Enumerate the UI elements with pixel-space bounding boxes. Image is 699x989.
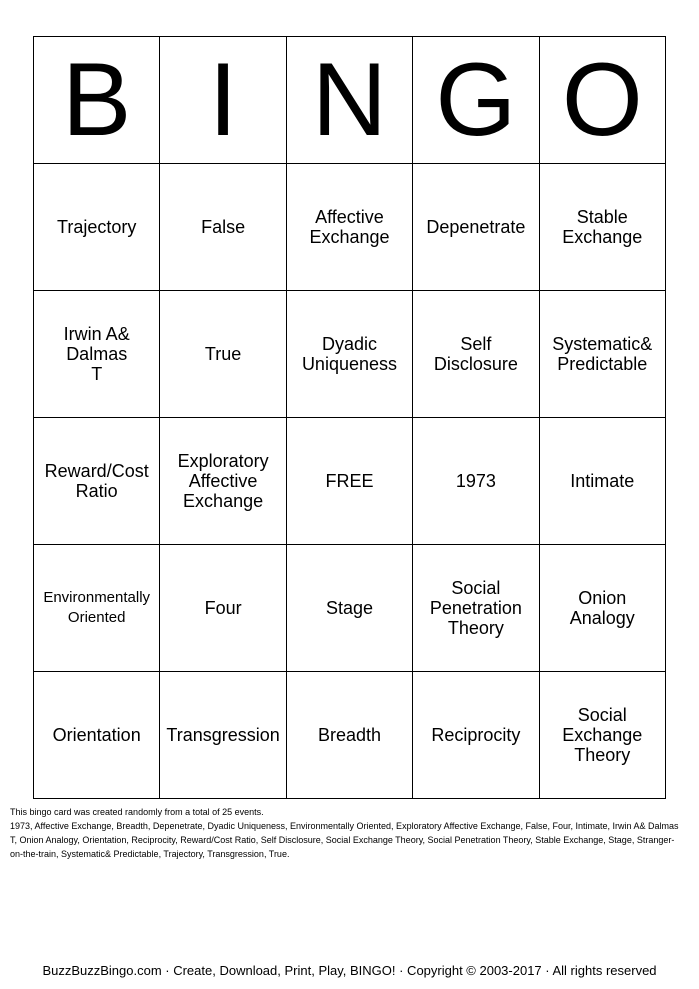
bingo-cell: Intimate: [539, 418, 665, 545]
bingo-cell: False: [160, 164, 286, 291]
bingo-row: [34, 164, 666, 291]
bingo-cell: Four: [160, 545, 286, 672]
bingo-row: [34, 545, 666, 672]
bingo-cell: Affective Exchange: [286, 164, 412, 291]
bingo-cell: Self Disclosure: [413, 291, 539, 418]
bingo-cell: Orientation: [34, 672, 160, 799]
site-footer: BuzzBuzzBingo.com · Create, Download, Print, Play, BINGO! · Copyright © 2003-2017 · All rights reserved: [42, 963, 657, 978]
bingo-row: [34, 291, 666, 418]
bingo-cell: Reward/Cost Ratio: [34, 418, 160, 545]
bingo-cell: Exploratory Affective Exchange: [160, 418, 286, 545]
bingo-cell: Reciprocity: [413, 672, 539, 799]
header-letter-n: N: [286, 37, 412, 164]
bingo-cell: Systematic& Predictable: [539, 291, 665, 418]
bingo-cell: Social Exchange Theory: [539, 672, 665, 799]
bingo-cell: Stage: [286, 545, 412, 672]
bingo-cell: Stable Exchange: [539, 164, 665, 291]
bingo-cell: Dyadic Uniqueness: [286, 291, 412, 418]
bingo-row: [34, 418, 666, 545]
bingo-cell: Depenetrate: [413, 164, 539, 291]
bingo-cell: 1973: [413, 418, 539, 545]
bingo-cell: Onion Analogy: [539, 545, 665, 672]
bingo-header-row: [34, 37, 666, 164]
bingo-cell: Transgression: [160, 672, 286, 799]
bingo-row: [34, 672, 666, 799]
bingo-cell: True: [160, 291, 286, 418]
header-letter-o: O: [539, 37, 665, 164]
header-letter-b: B: [34, 37, 160, 164]
event-word-list: 1973, Affective Exchange, Breadth, Depenetrate, Dyadic Uniqueness, Environmentally Oriented, Exploratory Affective Exchange, False, Four, Intimate, Irwin A& Dalmas T, Onion Analogy, Orientation, Reciprocity, Reward/Cost Ratio, Self Disclosure, Social Exchange Theory, Social Penetration Theory, Stable Exchange, Stage, Stranger-on-the-train, Systematic& Predictable, Trajectory, Transgression, True.: [10, 821, 679, 859]
card-generation-note: This bingo card was created randomly from a total of 25 events.: [10, 807, 264, 817]
bingo-cell: Breadth: [286, 672, 412, 799]
free-space-cell: FREE: [286, 418, 412, 545]
header-letter-i: I: [160, 37, 286, 164]
bingo-cell: Irwin A& Dalmas T: [34, 291, 160, 418]
bingo-cell: Trajectory: [34, 164, 160, 291]
header-letter-g: G: [413, 37, 539, 164]
bingo-cell: Social Penetration Theory: [413, 545, 539, 672]
bingo-cell: Environmentally Oriented: [34, 545, 160, 672]
bingo-card: [33, 36, 666, 799]
